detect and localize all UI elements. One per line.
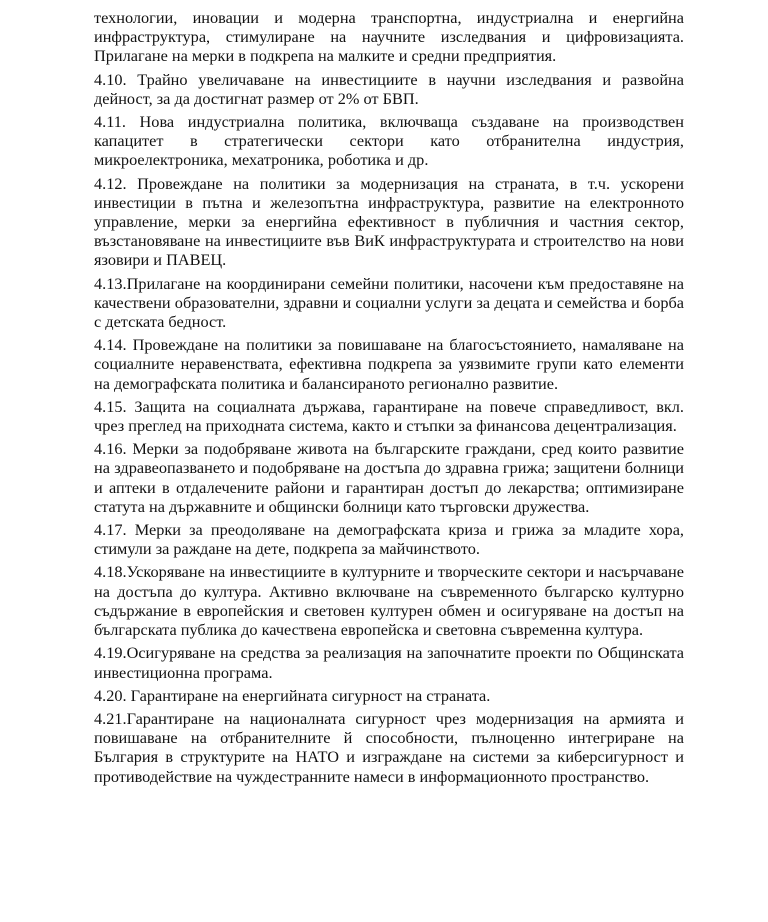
paragraph-continuation: технологии, иновации и модерна транспортна, индустриална и енергийна инфраструктура, стимулиране на научните изследвания и цифровизацията. Прилагане на мерки в подкрепа на малките и средни предприятия. bbox=[94, 8, 684, 66]
paragraph-4-15: 4.15. Защита на социалната държава, гарантиране на повече справедливост, вкл. чрез преглед на приходната система, както и стъпки за финансова децентрализация. bbox=[94, 396, 684, 436]
paragraph-4-19: 4.19.Осигуряване на средства за реализация на започнатите проекти по Общинската инвестиционна програма. bbox=[94, 643, 684, 682]
paragraph-4-18: 4.18.Ускоряване на инвестициите в културните и творческите сектори и насърчаване на достъпа до култура. Активно включване на съвременното българско културно съдържание в европейския и световен културен обмен и осигуряване на достъп на българската публика до качествена европейска и световна съвременна култура. bbox=[94, 562, 684, 640]
paragraph-4-20: 4.20. Гарантиране на енергийната сигурност на страната. bbox=[94, 685, 491, 705]
paragraph-4-21: 4.21.Гарантиране на националната сигурност чрез модернизация на армията и повишаване на отбранителните й способности, пълноценно интегриране на България в структурите на НАТО и изграждане на системи за киберсигурност и противодействие на чуждестранните намеси в информационното пространство. bbox=[94, 708, 684, 786]
paragraph-4-14: 4.14. Провеждане на политики за повишаване на благосъстоянието, намаляване на социалните неравенствата, ефективна подкрепа за уязвимите групи като елементи на демографската политика и балансираното регионално развитие. bbox=[94, 335, 684, 393]
paragraph-4-11: 4.11. Нова индустриална политика, включваща създаване на производствен капацитет в стратегически сектори като отбранителна индустрия, микроелектроника, мехатроника, роботика и др. bbox=[94, 112, 684, 170]
paragraph-4-12: 4.12. Провеждане на политики за модернизация на страната, в т.ч. ускорени инвестиции в пътна и железопътна инфраструктура, развитие на електронното управление, мерки за енергийна ефективност в публичния и частния сектор, възстановяване на инвестициите във ВиК инфраструктурата и строителство на нови язовири и ПАВЕЦ. bbox=[94, 173, 684, 270]
paragraph-4-13: 4.13.Прилагане на координирани семейни политики, насочени към предоставяне на качествени образователни, здравни и социални услуги за децата и семейства и борба с детската бедност. bbox=[94, 273, 684, 332]
paragraph-4-10: 4.10. Трайно увеличаване на инвестициите в научни изследвания и развойна дейност, за да достигнат размер от 2% от БВП. bbox=[94, 69, 684, 108]
paragraph-4-17: 4.17. Мерки за преодоляване на демографската криза и грижа за младите хора, стимули за раждане на дете, подкрепа за майчинството. bbox=[94, 520, 684, 559]
document-page bbox=[94, 8, 684, 790]
paragraph-4-16: 4.16. Мерки за подобряване живота на българските граждани, сред които развитие на здравеопазването и подобряване на достъпа до здравна грижа; защитени болници и аптеки в отдалечените райони и гарантиран достъп до лекарства; оптимизиране статута на държавните и общински болници като търговски дружества. bbox=[94, 439, 684, 516]
